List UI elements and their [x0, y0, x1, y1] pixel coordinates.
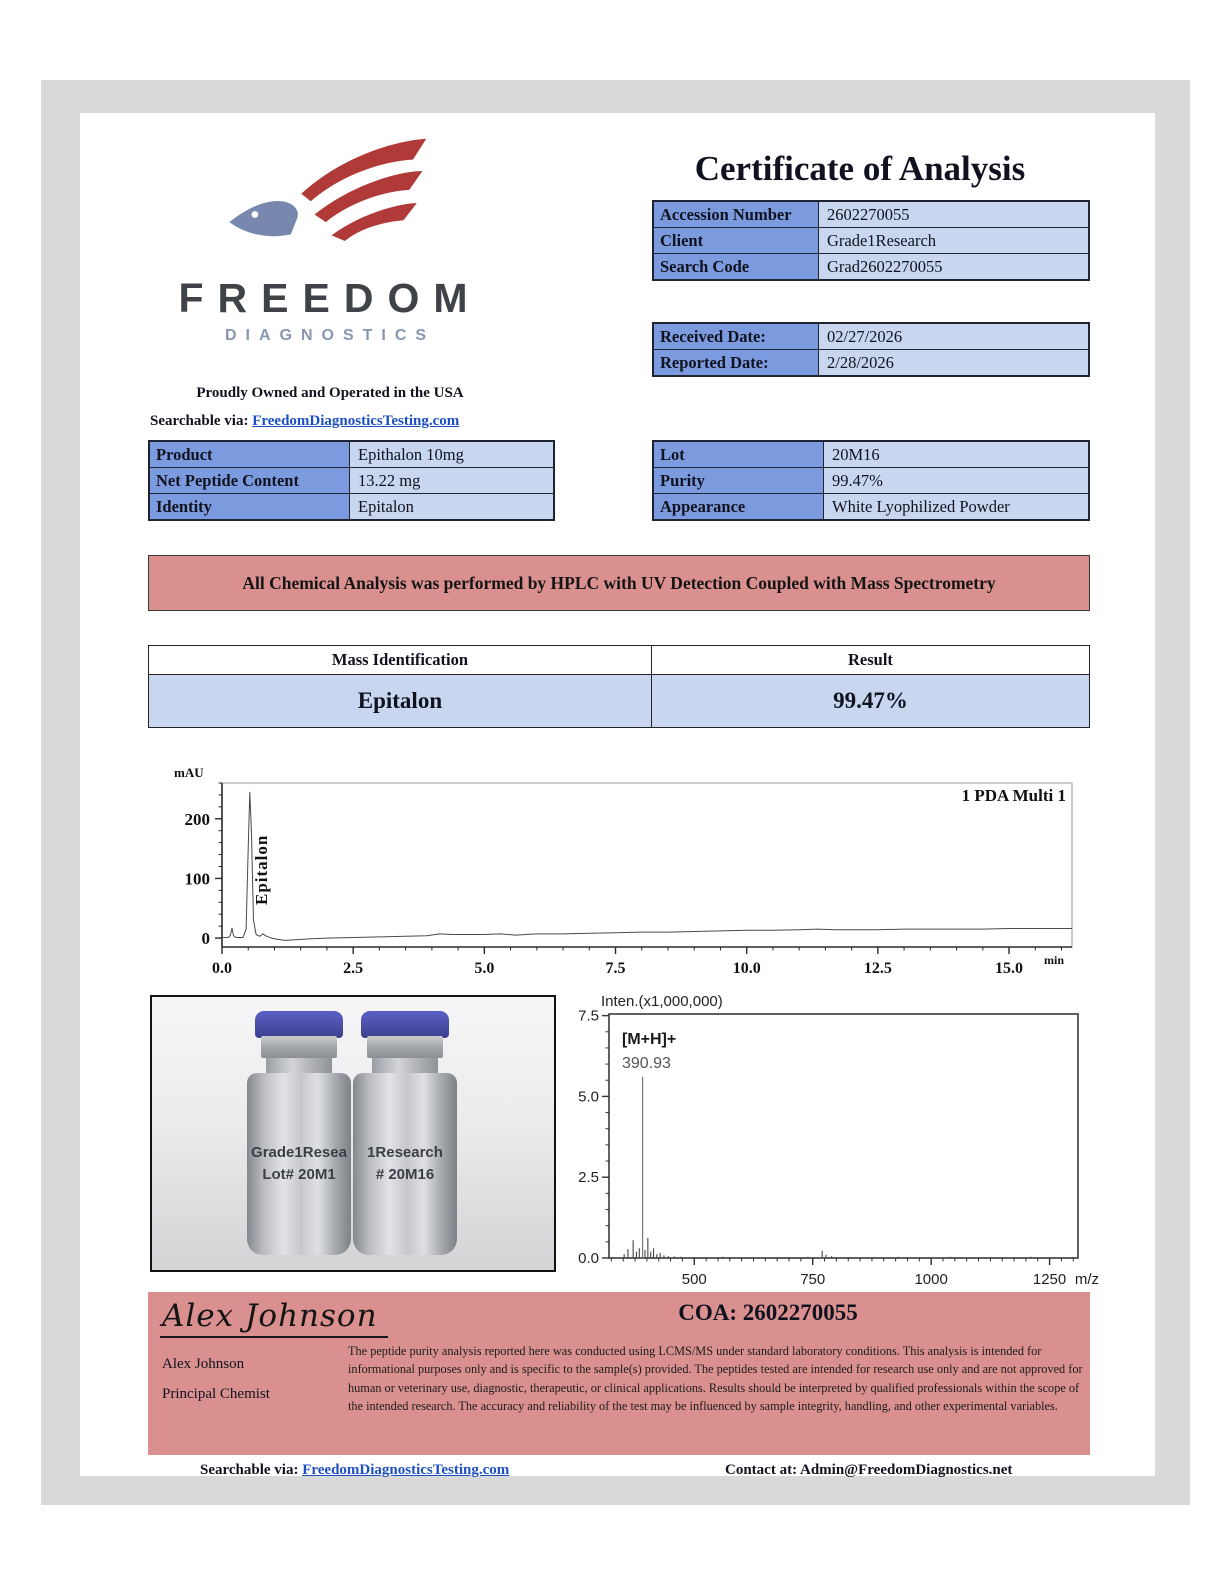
- vial-neck: [266, 1058, 332, 1074]
- vial-collar: [261, 1036, 337, 1058]
- row-label: Net Peptide Content: [150, 468, 350, 493]
- column-header: Result: [652, 646, 1089, 674]
- searchable-link-top[interactable]: FreedomDiagnosticsTesting.com: [252, 413, 460, 429]
- vial-right: [353, 1011, 457, 1255]
- svg-text:Inten.(x1,000,000): Inten.(x1,000,000): [601, 993, 723, 1010]
- row-label: Product: [150, 442, 350, 467]
- row-label: Appearance: [654, 494, 824, 519]
- vial-collar: [367, 1036, 443, 1058]
- row-label: Received Date:: [654, 324, 819, 349]
- row-value: White Lyophilized Powder: [832, 497, 1010, 516]
- svg-text:12.5: 12.5: [863, 960, 892, 977]
- searchable-line-bottom: [200, 1462, 509, 1479]
- chemist-role: Principal Chemist: [162, 1386, 270, 1402]
- logo-tagline: Proudly Owned and Operated in the USA: [196, 385, 464, 401]
- svg-text:750: 750: [800, 1271, 826, 1288]
- logo-wordmark-sub: DIAGNOSTICS: [224, 327, 436, 344]
- table-row: [654, 493, 1088, 519]
- table-row: [654, 467, 1088, 493]
- row-value: 13.22 mg: [358, 471, 421, 490]
- logo-wordmark: FREEDOM: [178, 275, 482, 321]
- row-value: 2602270055: [827, 205, 910, 224]
- svg-text:7.5: 7.5: [605, 960, 626, 977]
- table-row: [150, 442, 553, 467]
- svg-text:5.0: 5.0: [474, 960, 495, 977]
- mass-id-value: Epitalon: [149, 675, 652, 727]
- vial-cap: [361, 1011, 449, 1038]
- eagle-logo-icon: [208, 135, 440, 277]
- method-banner: All Chemical Analysis was performed by HPLC with UV Detection Coupled with Mass Spectrometry: [148, 555, 1090, 611]
- svg-text:7.5: 7.5: [578, 1007, 599, 1025]
- svg-text:0.0: 0.0: [578, 1250, 599, 1267]
- table-row: [654, 442, 1088, 467]
- vial-left: [247, 1011, 351, 1255]
- svg-text:200: 200: [184, 809, 210, 829]
- searchable-label: Searchable via:: [200, 1462, 299, 1478]
- vial-photo: [150, 995, 556, 1272]
- svg-text:0: 0: [201, 929, 210, 949]
- row-label: Reported Date:: [654, 350, 819, 375]
- vial-cap: [255, 1011, 343, 1038]
- svg-text:390.93: 390.93: [622, 1055, 671, 1072]
- row-value: 99.47%: [832, 471, 883, 490]
- vial-label-line: Lot# 20M1: [262, 1166, 336, 1183]
- vial-label-line: # 20M16: [375, 1166, 435, 1183]
- svg-text:15.0: 15.0: [995, 960, 1024, 977]
- row-value: 2/28/2026: [827, 353, 894, 372]
- svg-text:[M+H]+: [M+H]+: [622, 1031, 677, 1048]
- svg-text:10.0: 10.0: [732, 960, 761, 977]
- row-label: Identity: [150, 494, 350, 519]
- svg-text:5.0: 5.0: [578, 1088, 599, 1106]
- row-label: Search Code: [654, 254, 819, 279]
- page-title: Certificate of Analysis: [694, 149, 1026, 188]
- row-value: Grade1Research: [827, 231, 937, 250]
- certificate-page: [80, 113, 1155, 1476]
- svg-text:1000: 1000: [914, 1271, 948, 1288]
- row-label: Accession Number: [654, 202, 819, 227]
- svg-text:0.0: 0.0: [212, 960, 232, 977]
- vial-neck: [372, 1058, 438, 1074]
- lot-table: [652, 440, 1090, 521]
- svg-text:1 PDA Multi 1: 1 PDA Multi 1: [961, 786, 1066, 805]
- signature: Alex Johnson: [160, 1298, 388, 1338]
- row-value: Grad2602270055: [827, 257, 943, 276]
- table-row: [654, 202, 1088, 227]
- row-label: Client: [654, 228, 819, 253]
- disclaimer-text: The peptide purity analysis reported here was conducted using LCMS/MS under standard laboratory conditions. This analysis is intended for informational purposes only and is specific to the sample(s) provided. The peptides tested are intended for research use only and are not approved for human or veterinary use, diagnostic, therapeutic, or clinical applications. Results should be interpreted by qualified professionals within the scope of the intended research. The accuracy and reliability of the test may be influenced by sample integrity, handling, and other experimental variables.: [348, 1344, 1083, 1414]
- svg-text:mAU: mAU: [174, 765, 204, 780]
- product-table: [148, 440, 555, 521]
- column-header: Mass Identification: [149, 646, 652, 674]
- table-row: [654, 349, 1088, 375]
- vial-body: [247, 1073, 351, 1255]
- searchable-line-top: [150, 413, 459, 430]
- table-header-row: [149, 646, 1089, 674]
- row-value: Epithalon 10mg: [358, 445, 464, 464]
- svg-text:1250: 1250: [1032, 1271, 1067, 1288]
- svg-text:500: 500: [681, 1271, 707, 1288]
- mass-spectrum-chart: [560, 980, 1100, 1290]
- searchable-label: Searchable via:: [150, 413, 249, 429]
- result-value: 99.47%: [652, 675, 1089, 727]
- row-value: 20M16: [832, 445, 880, 464]
- vial-label-line: 1Research: [367, 1143, 443, 1161]
- coa-number-title: COA: 2602270055: [678, 1300, 858, 1325]
- table-row: [150, 467, 553, 493]
- svg-text:m/z: m/z: [1074, 1271, 1099, 1288]
- table-row: [654, 253, 1088, 279]
- vial-body: [353, 1073, 457, 1255]
- accession-info-table: [652, 200, 1090, 281]
- searchable-link-bottom[interactable]: FreedomDiagnosticsTesting.com: [302, 1462, 510, 1478]
- table-row: [149, 674, 1089, 727]
- svg-text:2.5: 2.5: [578, 1169, 599, 1187]
- mass-identification-table: [148, 645, 1090, 728]
- row-value: 02/27/2026: [827, 327, 903, 346]
- contact-line: Contact at: Admin@FreedomDiagnostics.net: [725, 1462, 1013, 1478]
- row-label: Purity: [654, 468, 824, 493]
- dates-table: [652, 322, 1090, 377]
- footer-panel: [148, 1292, 1090, 1455]
- table-row: [150, 493, 553, 519]
- svg-text:min: min: [1044, 953, 1065, 967]
- svg-text:2.5: 2.5: [343, 960, 364, 977]
- chromatogram-chart: [150, 757, 1090, 982]
- svg-text:Epitalon: Epitalon: [252, 834, 271, 905]
- table-row: [654, 227, 1088, 253]
- row-value: Epitalon: [358, 497, 414, 516]
- table-row: [654, 324, 1088, 349]
- chemist-name: Alex Johnson: [162, 1356, 245, 1372]
- row-label: Lot: [654, 442, 824, 467]
- svg-text:100: 100: [184, 869, 210, 889]
- vial-label-line: Grade1Resea: [251, 1143, 347, 1161]
